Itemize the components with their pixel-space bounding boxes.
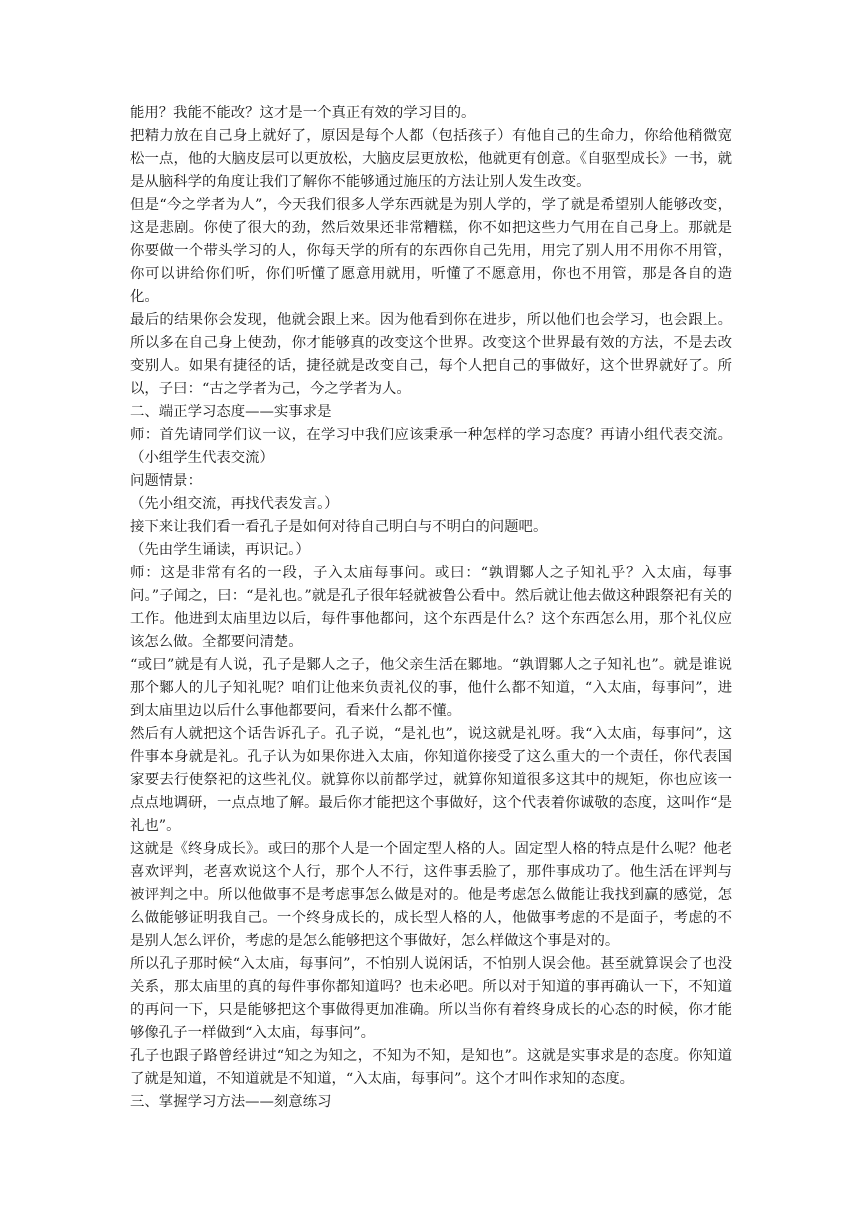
paragraph: 孔子也跟子路曾经讲过“知之为知之，不知为不知，是知也”。这就是实事求是的态度。你知道了就是知道，不知道就是不知道，“入太庙，每事问”。这个才叫作求知的态度。 <box>130 1048 732 1087</box>
paragraph: （先由学生诵读，再识记。） <box>130 542 310 558</box>
paragraph: 把精力放在自己身上就好了，原因是每个人都（包括孩子）有他自己的生命力，你给他稍微宽松一点，他的大脑皮层可以更放松，大脑皮层更放松，他就更有创意。《自驱型成长》一书，就是从脑科学的角度让我们了解你不能够通过施压的方法让别人发生改变。 <box>130 128 732 190</box>
paragraph: 师：首先请同学们议一议，在学习中我们应该秉承一种怎样的学习态度？再请小组代表交流。（小组学生代表交流） <box>130 427 732 466</box>
paragraph: （先小组交流，再找代表发言。） <box>130 496 339 512</box>
paragraph: 这就是《终身成长》。或曰的那个人是一个固定型人格的人。固定型人格的特点是什么呢？他老喜欢评判，老喜欢说这个人行，那个人不行，这件事丢脸了，那件事成功了。他生活在评判与被评判之中。所以他做事不是考虑事怎么做是对的。他是考虑怎么做能让我找到赢的感觉，怎么做能够证明我自己。一个终身成长的，成长型人格的人，他做事考虑的不是面子，考虑的不是别人怎么评价，考虑的是怎么能够把这个事做好，怎么样做这个事是对的。 <box>130 841 732 949</box>
document-body <box>130 102 732 1114</box>
paragraph: 能用？我能不能改？这才是一个真正有效的学习目的。 <box>130 105 476 121</box>
paragraph: 接下来让我们看一看孔子是如何对待自己明白与不明白的问题吧。 <box>130 519 548 535</box>
section-heading: 三、掌握学习方法——刻意练习 <box>130 1094 332 1110</box>
paragraph: “或曰”就是有人说，孔子是鄹人之子，他父亲生活在鄹地。“孰谓鄹人之子知礼也”。就是谁说那个鄹人的儿子知礼呢？咱们让他来负责礼仪的事，他什么都不知道，“入太庙，每事问”，进到太庙里边以后什么事他都要问，看来什么都不懂。 <box>130 657 732 719</box>
section-heading: 二、端正学习态度——实事求是 <box>130 404 332 420</box>
paragraph: 问题情景： <box>130 473 202 489</box>
paragraph: 但是“今之学者为人”，今天我们很多人学东西就是为别人学的，学了就是希望别人能够改变，这是悲剧。你使了很大的劲，然后效果还非常糟糕，你不如把这些力气用在自己身上。那就是你要做一个带头学习的人，你每天学的所有的东西你自己先用，用完了别人用不用你不用管，你可以讲给你们听，你们听懂了愿意用就用，听懂了不愿意用，你也不用管，那是各自的造化。 <box>130 197 732 305</box>
paragraph: 然后有人就把这个话告诉孔子。孔子说，“是礼也”，说这就是礼呀。我“入太庙，每事问”，这件事本身就是礼。孔子认为如果你进入太庙，你知道你接受了这么重大的一个责任，你代表国家要去行使祭祀的这些礼仪。就算你以前都学过，就算你知道很多这其中的规矩，你也应该一点点地调研，一点点地了解。最后你才能把这个事做好，这个代表着你诚敬的态度，这叫作“是礼也”。 <box>130 726 732 834</box>
paragraph: 师：这是非常有名的一段，子入太庙每事问。或曰：“孰谓鄹人之子知礼乎？入太庙，每事问。”子闻之，曰：“是礼也。”就是孔子很年轻就被鲁公看中。然后就让他去做这种跟祭祀有关的工作。他进到太庙里边以后，每件事他都问，这个东西是什么？这个东西怎么用，那个礼仪应该怎么做。全都要问清楚。 <box>130 565 732 650</box>
paragraph: 最后的结果你会发现，他就会跟上来。因为他看到你在进步，所以他们也会学习，也会跟上。所以多在自己身上使劲，你才能够真的改变这个世界。改变这个世界最有效的方法，不是去改变别人。如果有捷径的话，捷径就是改变自己，每个人把自己的事做好，这个世界就好了。所以，子曰：“古之学者为己，今之学者为人。 <box>130 312 732 397</box>
paragraph: 所以孔子那时候“入太庙，每事问”，不怕别人说闲话，不怕别人误会他。甚至就算误会了也没关系，那太庙里的真的每件事你都知道吗？也未必吧。所以对于知道的事再确认一下，不知道的再问一下，只是能够把这个事做得更加准确。所以当你有着终身成长的心态的时候，你才能够像孔子一样做到“入太庙，每事问”。 <box>130 956 732 1041</box>
